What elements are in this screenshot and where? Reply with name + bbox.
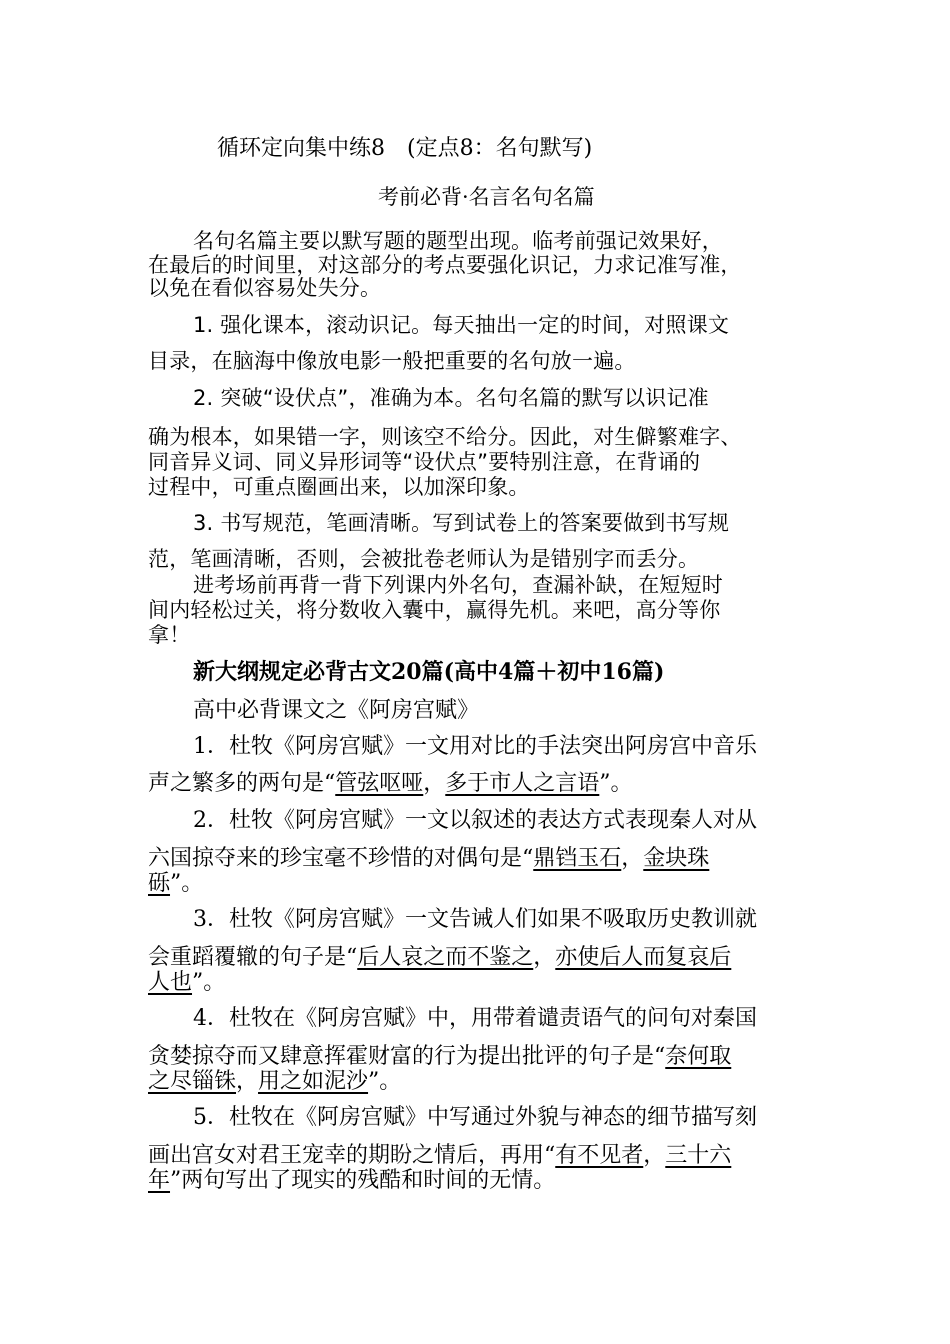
answer-blank: 砾 [148,871,171,896]
intro-line: 以免在看似容易处失分。 [148,276,382,300]
question-line: 5．杜牧在《阿房宫赋》中写通过外貌与神态的细节描写刻 [193,1105,757,1130]
answer-blank: 鼎铛玉石 [533,846,622,871]
question-text: 六国掠夺来的珍宝毫不珍惜的对偶句是“ [148,846,534,871]
question-text: ”。 [368,1069,402,1094]
question-line [148,972,225,994]
question-text: ， [533,945,556,970]
question-line: 3．杜牧《阿房宫赋》一文告诫人们如果不吸取历史教训就 [193,907,757,932]
intro-line: 名句名篇主要以默写题的题型出现。临考前强记效果好， [193,229,723,253]
tip-line: 范，笔画清晰，否则，会被批卷老师认为是错别字而丢分。 [148,547,700,571]
question-text: ， [236,1069,259,1094]
question-text: ”。 [192,970,226,995]
title-sub: (定点8：名句默写) [407,136,593,161]
title-main: 循环定向集中练8 [217,136,385,161]
question-line [148,848,709,870]
question-text: 会重蹈覆辙的句子是“ [148,945,358,970]
answer-blank: 三十六 [665,1143,732,1168]
question-text: ， [621,846,644,871]
section-heading: 新大纲规定必背古文20篇(高中4篇＋初中16篇) [193,659,665,685]
answer-blank: 亦使后人而复哀后 [555,945,732,970]
tip-line: 确为根本，如果错一字，则该空不给分。因此，对生僻繁难字、 [148,425,742,449]
question-text: ”两句写出了现实的残酷和时间的无情。 [170,1168,556,1193]
question-line [148,1170,555,1192]
answer-blank: 有不见者 [555,1143,644,1168]
tip-line: 1. 强化课本，滚动识记。每天抽出一定的时间，对照课文 [193,313,730,337]
tip-line: 2. 突破“设伏点”，准确为本。名句名篇的默写以识记准 [193,386,709,410]
question-text: ”。 [170,871,204,896]
question-text: ”。 [599,771,633,796]
tip-line: 同音异义词、同义异形词等“设伏点”要特别注意，在背诵的 [148,450,701,474]
question-line [148,1071,401,1093]
question-line [148,947,731,969]
answer-blank: 后人哀之而不鉴之 [357,945,534,970]
question-line [148,873,203,895]
page-title [217,138,592,160]
intro-line: 间内轻松过关，将分数收入囊中，赢得先机。来吧，高分等你 [148,598,721,622]
answer-blank: 之尽锱铢 [148,1069,237,1094]
question-line: 4．杜牧在《阿房宫赋》中，用带着谴责语气的问句对秦国 [193,1006,757,1031]
page-subtitle: 考前必背·名言名句名篇 [378,185,595,209]
question-text: ， [423,771,446,796]
answer-blank: 金块珠 [643,846,710,871]
intro-line: 在最后的时间里，对这部分的考点要强化识记，力求记准写准， [148,253,742,277]
question-line: 1．杜牧《阿房宫赋》一文用对比的手法突出阿房宫中音乐 [193,734,757,759]
question-line [148,1145,731,1167]
answer-blank: 管弦呕哑 [335,771,424,796]
intro-line: 拿！ [148,623,191,647]
answer-blank: 奈何取 [665,1044,732,1069]
tip-line: 过程中，可重点圈画出来，以加深印象。 [148,475,530,499]
answer-blank: 年 [148,1168,171,1193]
question-line [148,1046,731,1068]
answer-blank: 人也 [148,970,193,995]
tip-line: 3. 书写规范，笔画清晰。写到试卷上的答案要做到书写规 [193,511,730,535]
intro-line: 进考场前再背一背下列课内外名句，查漏补缺，在短短时 [193,573,723,597]
question-text: 贪婪掠夺而又肆意挥霍财富的行为提出批评的句子是“ [148,1044,666,1069]
question-text: 声之繁多的两句是“ [148,771,336,796]
tip-line: 目录，在脑海中像放电影一般把重要的名句放一遍。 [148,349,636,373]
question-line [148,773,633,795]
answer-blank: 用之如泥沙 [258,1069,369,1094]
question-line: 2．杜牧《阿房宫赋》一文以叙述的表达方式表现秦人对从 [193,808,757,833]
answer-blank: 多于市人之言语 [445,771,600,796]
question-text: ， [643,1143,666,1168]
lesson-heading: 高中必背课文之《阿房宫赋》 [193,698,480,723]
question-text: 画出宫女对君王宠幸的期盼之情后，再用“ [148,1143,556,1168]
